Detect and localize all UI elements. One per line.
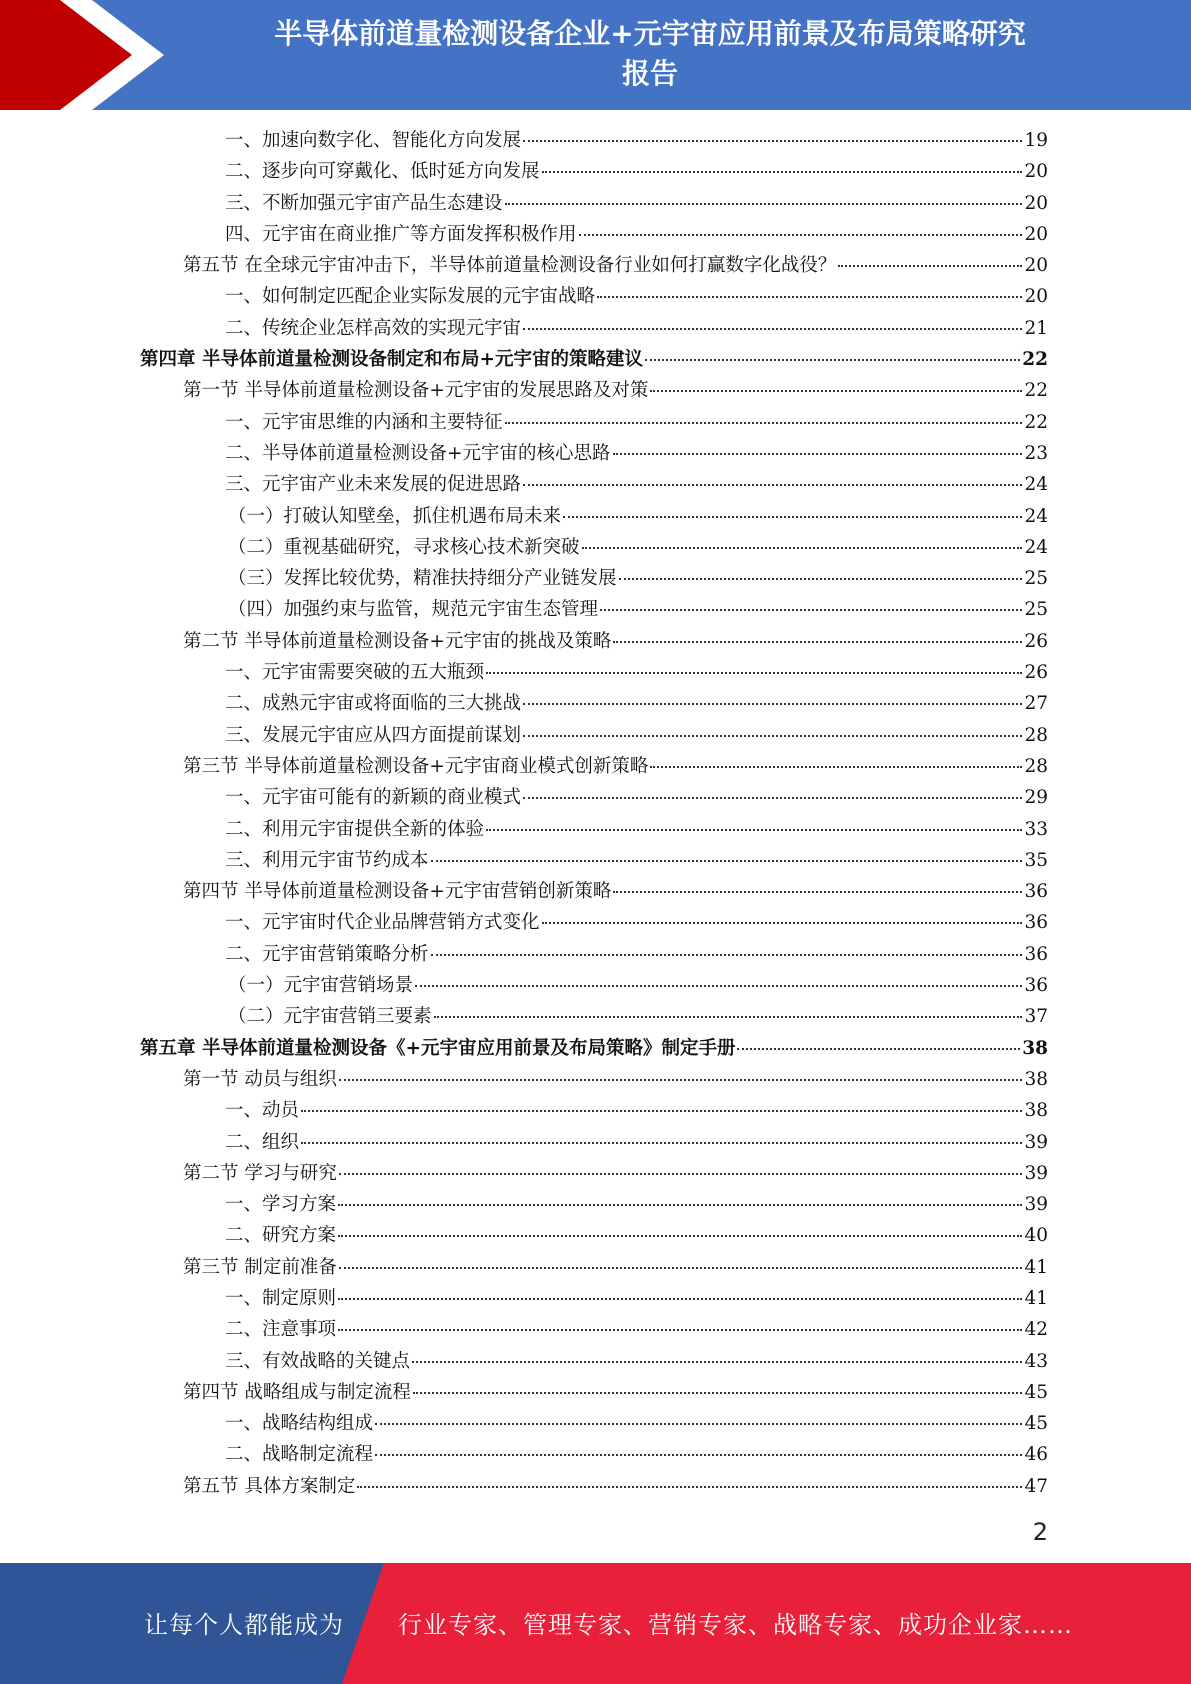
title-line-2: 报告 [621, 57, 678, 90]
toc-entry-page: 19 [1024, 130, 1048, 151]
toc-entry-title: 二、逐步向可穿戴化、低时延方向发展 [225, 161, 540, 183]
toc-dot-leader [338, 1329, 1022, 1331]
toc-entry-title: 二、注意事项 [225, 1319, 337, 1341]
toc-entry[interactable] [140, 220, 1048, 251]
toc-entry[interactable] [140, 157, 1048, 188]
toc-entry-page: 22 [1024, 380, 1048, 402]
toc-entry[interactable] [140, 815, 1048, 846]
toc-entry-page: 36 [1024, 881, 1048, 903]
footer-slogan-right: 行业专家、管理专家、营销专家、战略专家、成功企业家…… [398, 1611, 1073, 1639]
toc-dot-leader [434, 1016, 1023, 1018]
toc-entry[interactable] [140, 1034, 1048, 1065]
toc-entry-title: 二、元宇宙营销策略分析 [225, 943, 429, 965]
toc-entry-title: （一）元宇宙营销场景 [228, 975, 414, 997]
toc-dot-leader [737, 1048, 1020, 1050]
toc-dot-leader [415, 985, 1022, 987]
toc-entry-page: 20 [1024, 255, 1048, 277]
toc-entry-page: 38 [1024, 1068, 1048, 1090]
toc-entry-title: （一）打破认知壁垒，抓住机遇布局未来 [228, 505, 562, 527]
toc-dot-leader [619, 578, 1023, 580]
toc-entry-page: 35 [1024, 849, 1048, 871]
toc-entry-title: 第二节 半导体前道量检测设备+元宇宙的挑战及策略 [183, 630, 612, 652]
toc-entry[interactable] [140, 1128, 1048, 1159]
toc-entry[interactable] [140, 408, 1048, 439]
toc-entry-page: 21 [1024, 317, 1048, 339]
toc-entry[interactable] [140, 376, 1048, 407]
toc-entry-page: 37 [1024, 1006, 1048, 1028]
toc-entry-title: （四）加强约束与监管，规范元宇宙生态管理 [228, 599, 599, 621]
toc-entry[interactable] [140, 345, 1048, 376]
toc-entry-title: （二）重视基础研究，寻求核心技术新突破 [228, 536, 580, 558]
toc-entry-title: 二、战略制定流程 [225, 1444, 374, 1466]
toc-entry-page: 25 [1024, 599, 1048, 621]
toc-entry-page: 25 [1024, 568, 1048, 590]
toc-dot-leader [542, 171, 1023, 173]
toc-entry-title: （三）发挥比较优势，精准扶持细分产业链发展 [228, 568, 617, 590]
toc-entry[interactable] [140, 251, 1048, 282]
toc-dot-leader [523, 140, 1022, 142]
toc-entry[interactable] [140, 940, 1048, 971]
toc-dot-leader [338, 1235, 1022, 1237]
toc-entry-title: 三、利用元宇宙节约成本 [225, 849, 429, 871]
toc-entry-page: 46 [1024, 1444, 1048, 1466]
page-number: 2 [1032, 1518, 1048, 1546]
toc-entry-title: 第五节 在全球元宇宙冲击下，半导体前道量检测设备行业如何打赢数字化战役？ [183, 255, 837, 277]
toc-entry[interactable] [140, 1440, 1048, 1471]
toc-dot-leader [650, 390, 1022, 392]
toc-entry-page: 41 [1024, 1256, 1048, 1278]
toc-entry-page: 20 [1024, 223, 1048, 245]
toc-dot-leader [579, 234, 1023, 236]
toc-entry-title: 三、元宇宙产业未来发展的促进思路 [225, 474, 522, 496]
toc-entry[interactable] [140, 1315, 1048, 1346]
toc-dot-leader [338, 1204, 1022, 1206]
footer-slogan-left: 让每个人都能成为 [144, 1611, 344, 1639]
toc-entry-page: 28 [1024, 755, 1048, 777]
toc-entry-title: 第三节 半导体前道量检测设备+元宇宙商业模式创新策略 [183, 755, 649, 777]
toc-entry[interactable] [140, 189, 1048, 220]
toc-entry-page: 36 [1024, 975, 1048, 997]
toc-entry[interactable] [140, 533, 1048, 564]
toc-entry-page: 36 [1024, 943, 1048, 965]
toc-entry-page: 20 [1024, 161, 1048, 183]
toc-entry-page: 24 [1024, 474, 1048, 496]
toc-entry[interactable] [140, 752, 1048, 783]
toc-dot-leader [613, 453, 1023, 455]
toc-entry-page: 39 [1024, 1194, 1048, 1216]
toc-entry-title: 四、元宇宙在商业推广等方面发挥积极作用 [225, 223, 577, 245]
toc-entry-title: （二）元宇宙营销三要素 [228, 1006, 432, 1028]
toc-entry-title: 三、不断加强元宇宙产品生态建设 [225, 192, 503, 214]
document-title [150, 14, 1150, 94]
toc-entry[interactable] [140, 314, 1048, 345]
toc-entry-page: 39 [1024, 1131, 1048, 1153]
toc-dot-leader [486, 829, 1022, 831]
toc-entry[interactable] [140, 627, 1048, 658]
toc-entry-page: 20 [1024, 286, 1048, 308]
toc-entry-page: 22 [1024, 411, 1048, 433]
toc-dot-leader [613, 641, 1022, 643]
toc-entry[interactable] [140, 564, 1048, 595]
toc-entry[interactable] [140, 470, 1048, 501]
toc-dot-leader [505, 422, 1023, 424]
toc-dot-leader [597, 296, 1022, 298]
toc-entry-page: 36 [1024, 912, 1048, 934]
toc-entry[interactable] [140, 846, 1048, 877]
toc-entry-title: 三、有效战略的关键点 [225, 1350, 411, 1372]
toc-entry-title: 第一节 动员与组织 [183, 1068, 337, 1090]
toc-entry[interactable] [140, 1159, 1048, 1190]
toc-entry-title: 二、成熟元宇宙或将面临的三大挑战 [225, 693, 522, 715]
toc-entry-page: 20 [1024, 192, 1048, 214]
footer-band [0, 1563, 1191, 1684]
toc-entry[interactable] [140, 971, 1048, 1002]
toc-entry-page: 41 [1024, 1287, 1048, 1309]
toc-entry-page: 38 [1022, 1037, 1048, 1059]
toc-dot-leader [338, 1298, 1022, 1300]
toc-entry[interactable] [140, 1284, 1048, 1315]
toc-dot-leader [645, 359, 1020, 361]
table-of-contents [140, 126, 1048, 1503]
toc-dot-leader [563, 516, 1022, 518]
toc-dot-leader [486, 672, 1022, 674]
toc-entry-page: 42 [1024, 1319, 1048, 1341]
toc-entry[interactable] [140, 658, 1048, 689]
toc-entry-title: 一、加速向数字化、智能化方向发展 [225, 130, 522, 151]
toc-entry-page: 27 [1024, 693, 1048, 715]
toc-dot-leader [339, 1267, 1023, 1269]
toc-dot-leader [523, 484, 1022, 486]
toc-entry[interactable] [140, 1065, 1048, 1096]
toc-entry-page: 29 [1024, 787, 1048, 809]
toc-entry-title: 第二节 学习与研究 [183, 1162, 337, 1184]
toc-dot-leader [505, 203, 1023, 205]
toc-entry[interactable] [140, 502, 1048, 533]
toc-entry[interactable] [140, 1347, 1048, 1378]
toc-entry[interactable] [140, 689, 1048, 720]
title-line-1: 半导体前道量检测设备企业+元宇宙应用前景及布局策略研究 [274, 17, 1026, 50]
toc-entry-page: 47 [1024, 1475, 1048, 1497]
toc-entry-title: 第四节 半导体前道量检测设备+元宇宙营销创新策略 [183, 881, 612, 903]
toc-entry[interactable] [140, 877, 1048, 908]
toc-entry-title: 一、如何制定匹配企业实际发展的元宇宙战略 [225, 286, 596, 308]
toc-entry-page: 33 [1024, 818, 1048, 840]
toc-entry-page: 45 [1024, 1413, 1048, 1435]
toc-dot-leader [650, 766, 1022, 768]
toc-dot-leader [523, 703, 1022, 705]
toc-entry[interactable] [140, 282, 1048, 313]
toc-entry-title: 一、元宇宙可能有的新颖的商业模式 [225, 787, 522, 809]
toc-entry-title: 二、利用元宇宙提供全新的体验 [225, 818, 485, 840]
toc-dot-leader [412, 1361, 1022, 1363]
toc-entry-title: 一、元宇宙时代企业品牌营销方式变化 [225, 912, 540, 934]
toc-entry[interactable] [140, 1190, 1048, 1221]
toc-dot-leader [375, 1423, 1022, 1425]
toc-dot-leader [301, 1110, 1022, 1112]
toc-dot-leader [600, 609, 1022, 611]
toc-entry[interactable] [140, 1221, 1048, 1252]
toc-entry[interactable] [140, 1378, 1048, 1409]
toc-entry[interactable] [140, 1002, 1048, 1033]
toc-entry[interactable] [140, 783, 1048, 814]
toc-entry[interactable] [140, 721, 1048, 752]
toc-entry-title: 第四章 半导体前道量检测设备制定和布局+元宇宙的策略建议 [140, 349, 643, 371]
toc-entry-page: 24 [1024, 536, 1048, 558]
toc-dot-leader [523, 328, 1022, 330]
toc-entry-title: 一、元宇宙思维的内涵和主要特征 [225, 411, 503, 433]
header-band [0, 0, 1191, 110]
toc-entry[interactable] [140, 1472, 1048, 1503]
toc-entry-page: 43 [1024, 1350, 1048, 1372]
toc-entry-title: 一、元宇宙需要突破的五大瓶颈 [225, 662, 485, 684]
toc-dot-leader [523, 735, 1022, 737]
toc-entry[interactable] [140, 439, 1048, 470]
toc-entry-page: 45 [1024, 1381, 1048, 1403]
toc-entry-title: 第一节 半导体前道量检测设备+元宇宙的发展思路及对策 [183, 380, 649, 402]
toc-dot-leader [582, 547, 1023, 549]
toc-dot-leader [339, 1079, 1023, 1081]
toc-dot-leader [301, 1142, 1022, 1144]
toc-entry-title: 一、动员 [225, 1100, 300, 1122]
toc-entry-title: 二、半导体前道量检测设备+元宇宙的核心思路 [225, 442, 611, 464]
toc-dot-leader [431, 954, 1023, 956]
toc-entry-page: 26 [1024, 662, 1048, 684]
toc-entry[interactable] [140, 1253, 1048, 1284]
toc-entry-title: 第四节 战略组成与制定流程 [183, 1381, 411, 1403]
toc-entry-title: 三、发展元宇宙应从四方面提前谋划 [225, 724, 522, 746]
toc-dot-leader [613, 891, 1022, 893]
toc-entry-title: 二、传统企业怎样高效的实现元宇宙 [225, 317, 522, 339]
toc-entry-title: 一、制定原则 [225, 1287, 337, 1309]
toc-entry[interactable] [140, 595, 1048, 626]
toc-entry-title: 第五章 半导体前道量检测设备《+元宇宙应用前景及布局策略》制定手册 [140, 1037, 736, 1059]
toc-entry-title: 第三节 制定前准备 [183, 1256, 337, 1278]
toc-dot-leader [375, 1454, 1022, 1456]
toc-dot-leader [838, 265, 1022, 267]
toc-entry[interactable] [140, 126, 1048, 157]
toc-entry-page: 39 [1024, 1162, 1048, 1184]
toc-entry-title: 一、战略结构组成 [225, 1413, 374, 1435]
toc-dot-leader [542, 922, 1023, 924]
toc-dot-leader [357, 1486, 1022, 1488]
toc-entry-title: 一、学习方案 [225, 1194, 337, 1216]
toc-entry-title: 二、研究方案 [225, 1225, 337, 1247]
toc-entry-page: 40 [1024, 1225, 1048, 1247]
toc-entry-title: 第五节 具体方案制定 [183, 1475, 356, 1497]
toc-entry-page: 28 [1024, 724, 1048, 746]
toc-entry-page: 38 [1024, 1100, 1048, 1122]
toc-entry-page: 24 [1024, 505, 1048, 527]
red-arrow-shape [0, 0, 150, 110]
toc-entry-title: 二、组织 [225, 1131, 300, 1153]
toc-dot-leader [339, 1173, 1023, 1175]
toc-entry[interactable] [140, 1409, 1048, 1440]
toc-entry-page: 26 [1024, 630, 1048, 652]
toc-dot-leader [523, 797, 1022, 799]
toc-dot-leader [431, 860, 1023, 862]
toc-entry-page: 23 [1024, 442, 1048, 464]
toc-entry[interactable] [140, 908, 1048, 939]
toc-entry-page: 22 [1022, 349, 1048, 371]
toc-entry[interactable] [140, 1096, 1048, 1127]
toc-dot-leader [413, 1392, 1023, 1394]
